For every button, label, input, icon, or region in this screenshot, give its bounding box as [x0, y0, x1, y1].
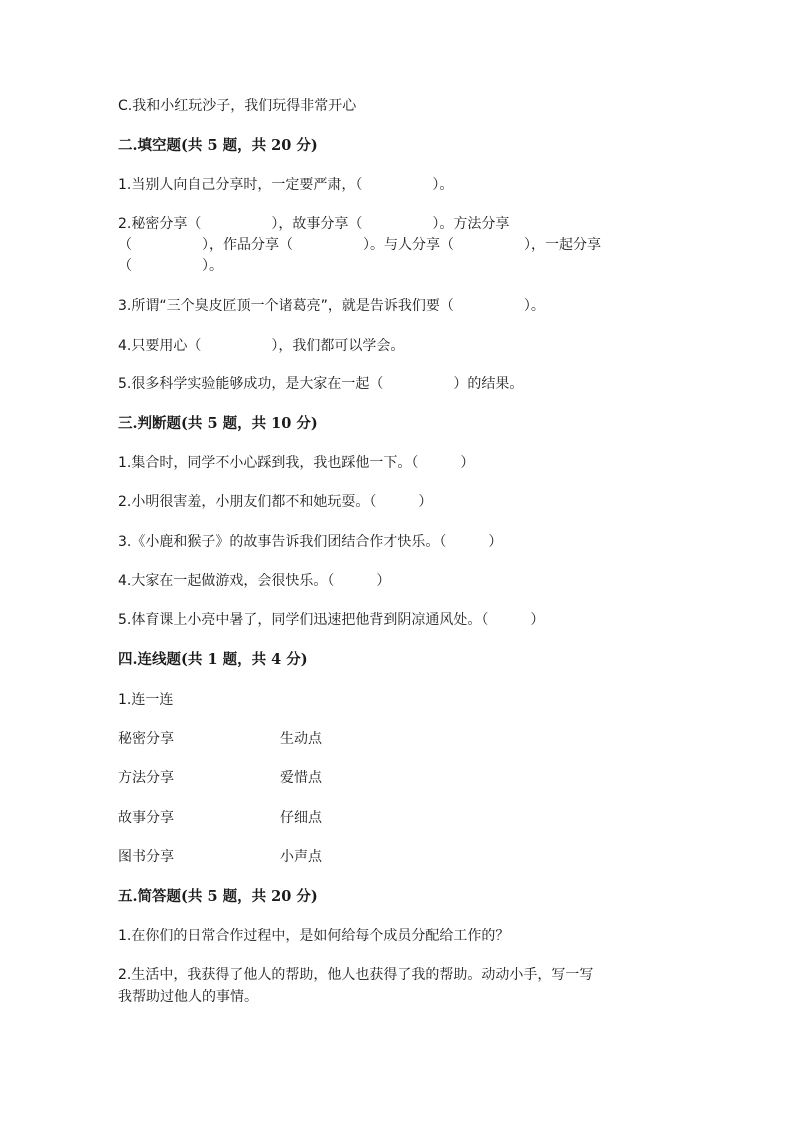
- match-right-item[interactable]: 生动点: [280, 731, 322, 747]
- short-question-1: 1.在你们的日常合作过程中，是如何给每个成员分配给工作的？: [118, 928, 510, 944]
- judge-question-5: 5.体育课上小亮中暑了，同学们迅速把他背到阴凉通风处。（ ）: [118, 612, 545, 628]
- fill-question-3: 3.所谓“三个臭皮匠顶一个诸葛亮”，就是告诉我们要（ ）。: [118, 298, 545, 314]
- section-fill-heading: 二.填空题(共 5 题，共 20 分): [118, 137, 318, 154]
- judge-question-1: 1.集合时，同学不小心踩到我，我也踩他一下。（ ）: [118, 455, 475, 471]
- fill-question-2-line-2: （ ），作品分享（ ）。与人分享（ ），一起分享: [118, 237, 601, 253]
- judge-question-4: 4.大家在一起做游戏，会很快乐。（ ）: [118, 573, 391, 589]
- section-short-heading: 五.简答题(共 5 题，共 20 分): [118, 888, 318, 905]
- match-left-item[interactable]: 图书分享: [118, 849, 174, 865]
- match-left-item[interactable]: 故事分享: [118, 810, 174, 826]
- fill-question-2-line-1: 2.秘密分享（ ），故事分享（ ）。方法分享: [118, 216, 510, 232]
- match-right-item[interactable]: 爱惜点: [280, 770, 322, 786]
- fill-question-5: 5.很多科学实验能够成功，是大家在一起（ ）的结果。: [118, 376, 524, 392]
- fill-question-1: 1.当别人向自己分享时，一定要严肃，（ ）。: [118, 177, 454, 193]
- match-question-1: 1.连一连: [118, 692, 174, 708]
- section-match-heading: 四.连线题(共 1 题，共 4 分): [118, 651, 308, 668]
- short-question-2-line-2: 我帮助过他人的事情。: [118, 989, 258, 1005]
- match-right-item[interactable]: 仔细点: [280, 810, 322, 826]
- short-question-2-line-1: 2.生活中，我获得了他人的帮助，他人也获得了我的帮助。动动小手，写一写: [118, 967, 594, 983]
- option-c: C.我和小红玩沙子，我们玩得非常开心: [118, 98, 357, 114]
- match-left-item[interactable]: 方法分享: [118, 770, 174, 786]
- judge-question-3: 3.《小鹿和猴子》的故事告诉我们团结合作才快乐。（ ）: [118, 534, 503, 550]
- fill-question-2-line-3: （ ）。: [118, 258, 223, 274]
- section-judge-heading: 三.判断题(共 5 题，共 10 分): [118, 415, 318, 432]
- fill-question-4: 4.只要用心（ ），我们都可以学会。: [118, 338, 405, 354]
- match-left-item[interactable]: 秘密分享: [118, 731, 174, 747]
- judge-question-2: 2.小明很害羞，小朋友们都不和她玩耍。（ ）: [118, 494, 433, 510]
- match-right-item[interactable]: 小声点: [280, 849, 322, 865]
